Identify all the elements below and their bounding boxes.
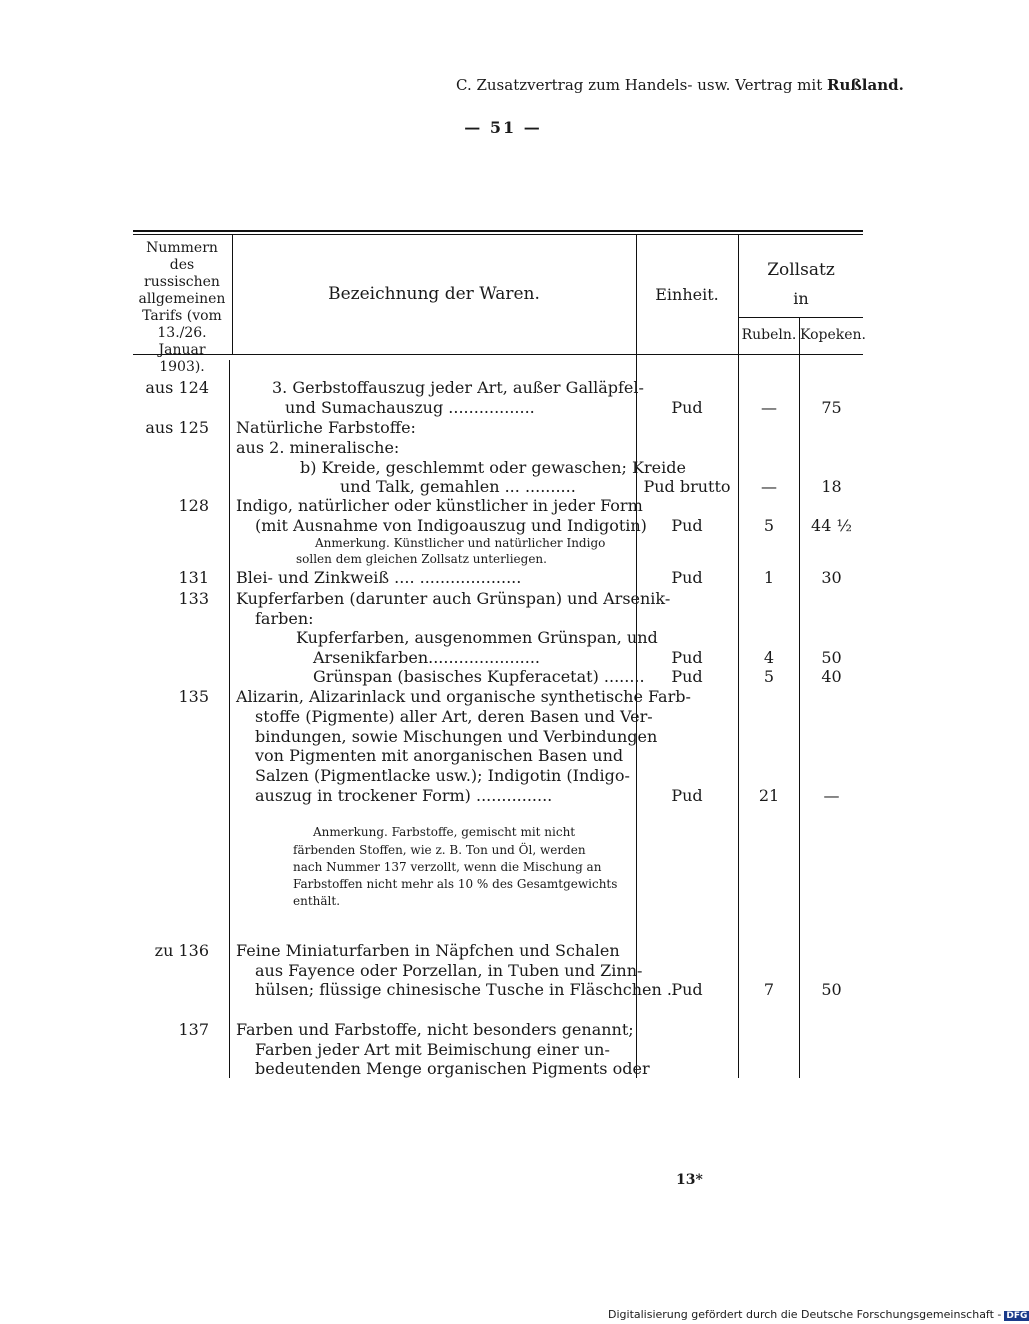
col-head-number-line: Tarifs (vom xyxy=(142,308,222,324)
row-text: stoffe (Pigmente) aller Art, deren Basen und Ver- xyxy=(255,707,653,726)
row-kopeken: 40 xyxy=(821,667,842,686)
row-note: Anmerkung. Künstlicher und natürlicher Indigo xyxy=(315,536,606,550)
sheet-signature: 13* xyxy=(676,1172,703,1188)
row-text: Natürliche Farbstoffe: xyxy=(236,418,416,437)
row-kopeken: — xyxy=(823,786,840,805)
row-number: 135 xyxy=(178,687,209,706)
row-kopeken: 44 ½ xyxy=(811,516,852,535)
row-note: nach Nummer 137 verzollt, wenn die Mischung an xyxy=(293,860,602,874)
row-unit: Pud xyxy=(671,786,703,805)
row-text: Grünspan (basisches Kupferacetat) ........ xyxy=(313,667,645,686)
row-text: Farben jeder Art mit Beimischung einer un- xyxy=(255,1040,610,1059)
row-text: und Sumachauszug ................. xyxy=(285,398,535,417)
row-text: bedeutenden Menge organischen Pigments oder xyxy=(255,1059,650,1078)
row-note: Anmerkung. Farbstoffe, gemischt mit nicht xyxy=(313,825,576,839)
row-text: Indigo, natürlicher oder künstlicher in jeder Form xyxy=(236,496,643,515)
row-unit: Pud xyxy=(671,667,703,686)
row-rubel: — xyxy=(761,477,777,496)
row-number: 137 xyxy=(178,1020,209,1039)
table-head-rule xyxy=(133,354,863,355)
row-text: Alizarin, Alizarinlack und organische synthetische Farb- xyxy=(236,687,691,706)
row-rubel: 4 xyxy=(763,648,775,667)
row-text: hülsen; flüssige chinesische Tusche in Fläschchen .. xyxy=(255,980,678,999)
row-rubel: 21 xyxy=(758,786,780,805)
row-rubel: 5 xyxy=(763,667,775,686)
col-head-in: in xyxy=(793,289,809,308)
row-note: enthält. xyxy=(293,894,341,908)
row-text: und Talk, gemahlen ... .......... xyxy=(340,477,576,496)
col-head-number-line: Nummern xyxy=(146,240,218,256)
row-text: b) Kreide, geschlemmt oder gewaschen; Kreide xyxy=(300,458,686,477)
digitization-credit xyxy=(608,1308,1029,1321)
col-head-description: Bezeichnung der Waren. xyxy=(328,284,540,304)
header-title: C. Zusatzvertrag zum Handels- usw. Vertrag mit xyxy=(456,76,823,94)
row-kopeken: 50 xyxy=(821,980,842,999)
table-top-rule xyxy=(133,230,863,232)
header-country: Rußland. xyxy=(827,76,904,94)
row-note: Farbstoffen nicht mehr als 10 % des Gesamtgewichts xyxy=(293,877,618,891)
row-unit: Pud xyxy=(671,980,703,999)
row-text: Blei- und Zinkweiß .... .................... xyxy=(236,568,522,587)
row-text: Salzen (Pigmentlacke usw.); Indigotin (Indigo- xyxy=(255,766,630,785)
row-number: 128 xyxy=(178,496,209,515)
row-unit: Pud xyxy=(671,516,703,535)
row-number: aus 124 xyxy=(145,378,209,397)
col-head-number xyxy=(133,240,231,376)
row-kopeken: 50 xyxy=(821,648,842,667)
row-text: auszug in trockener Form) ............... xyxy=(255,786,553,805)
row-text: aus 2. mineralische: xyxy=(236,438,400,457)
row-unit: Pud xyxy=(671,568,703,587)
running-header xyxy=(456,76,904,94)
row-number: 131 xyxy=(178,568,209,587)
col-divider-1 xyxy=(229,360,230,1078)
row-text: Feine Miniaturfarben in Näpfchen und Schalen xyxy=(236,941,620,960)
row-note: färbenden Stoffen, wie z. B. Ton und Öl, werden xyxy=(293,843,586,857)
row-text: Kupferfarben, ausgenommen Grünspan, und xyxy=(296,628,658,647)
row-rubel: — xyxy=(761,398,777,417)
row-rubel: 7 xyxy=(763,980,775,999)
dfg-logo: DFG xyxy=(1006,1311,1028,1321)
row-text: aus Fayence oder Porzellan, in Tuben und Zinn- xyxy=(255,961,643,980)
row-unit: Pud xyxy=(671,398,703,417)
row-number: 133 xyxy=(178,589,209,608)
row-kopeken: 75 xyxy=(821,398,842,417)
page-number: — 51 — xyxy=(464,118,542,137)
table-top-rule-thin xyxy=(133,234,863,235)
row-text: von Pigmenten mit anorganischen Basen und xyxy=(255,746,624,765)
row-text: bindungen, sowie Mischungen und Verbindungen xyxy=(255,727,658,746)
row-kopeken: 18 xyxy=(821,477,842,496)
row-number: zu 136 xyxy=(154,941,209,960)
row-number: aus 125 xyxy=(145,418,209,437)
col-head-number-line: allgemeinen xyxy=(138,291,226,307)
row-text: Farben und Farbstoffe, nicht besonders genannt; xyxy=(236,1020,634,1039)
row-rubel: 1 xyxy=(763,568,775,587)
col-head-number-line: 13./26. Januar xyxy=(157,325,207,358)
row-text: (mit Ausnahme von Indigoauszug und Indigotin) xyxy=(255,516,647,535)
row-text: farben: xyxy=(255,609,314,628)
row-text: 3. Gerbstoffauszug jeder Art, außer Galläpfel- xyxy=(272,378,644,397)
col-head-number-line: des russischen xyxy=(144,257,220,290)
credit-text: Digitalisierung gefördert durch die Deutsche Forschungsgemeinschaft - xyxy=(608,1308,1002,1321)
col-head-unit: Einheit. xyxy=(655,285,719,304)
row-unit: Pud brutto xyxy=(643,477,731,496)
row-text: Kupferfarben (darunter auch Grünspan) und Arsenik- xyxy=(236,589,671,608)
col-head-zollsatz: Zollsatz xyxy=(767,260,835,280)
row-note: sollen dem gleichen Zollsatz unterliegen. xyxy=(296,552,547,566)
col-head-kopeken: Kopeken. xyxy=(800,327,866,343)
row-rubel: 5 xyxy=(763,516,775,535)
row-unit: Pud xyxy=(671,648,703,667)
zollsatz-sub-rule xyxy=(738,317,863,318)
row-kopeken: 30 xyxy=(821,568,842,587)
col-head-rubeln: Rubeln. xyxy=(741,327,797,343)
row-text: Arsenikfarben...................... xyxy=(313,648,541,667)
col-head-number-line: 1903). xyxy=(159,359,205,375)
col-divider-4 xyxy=(799,318,800,1078)
